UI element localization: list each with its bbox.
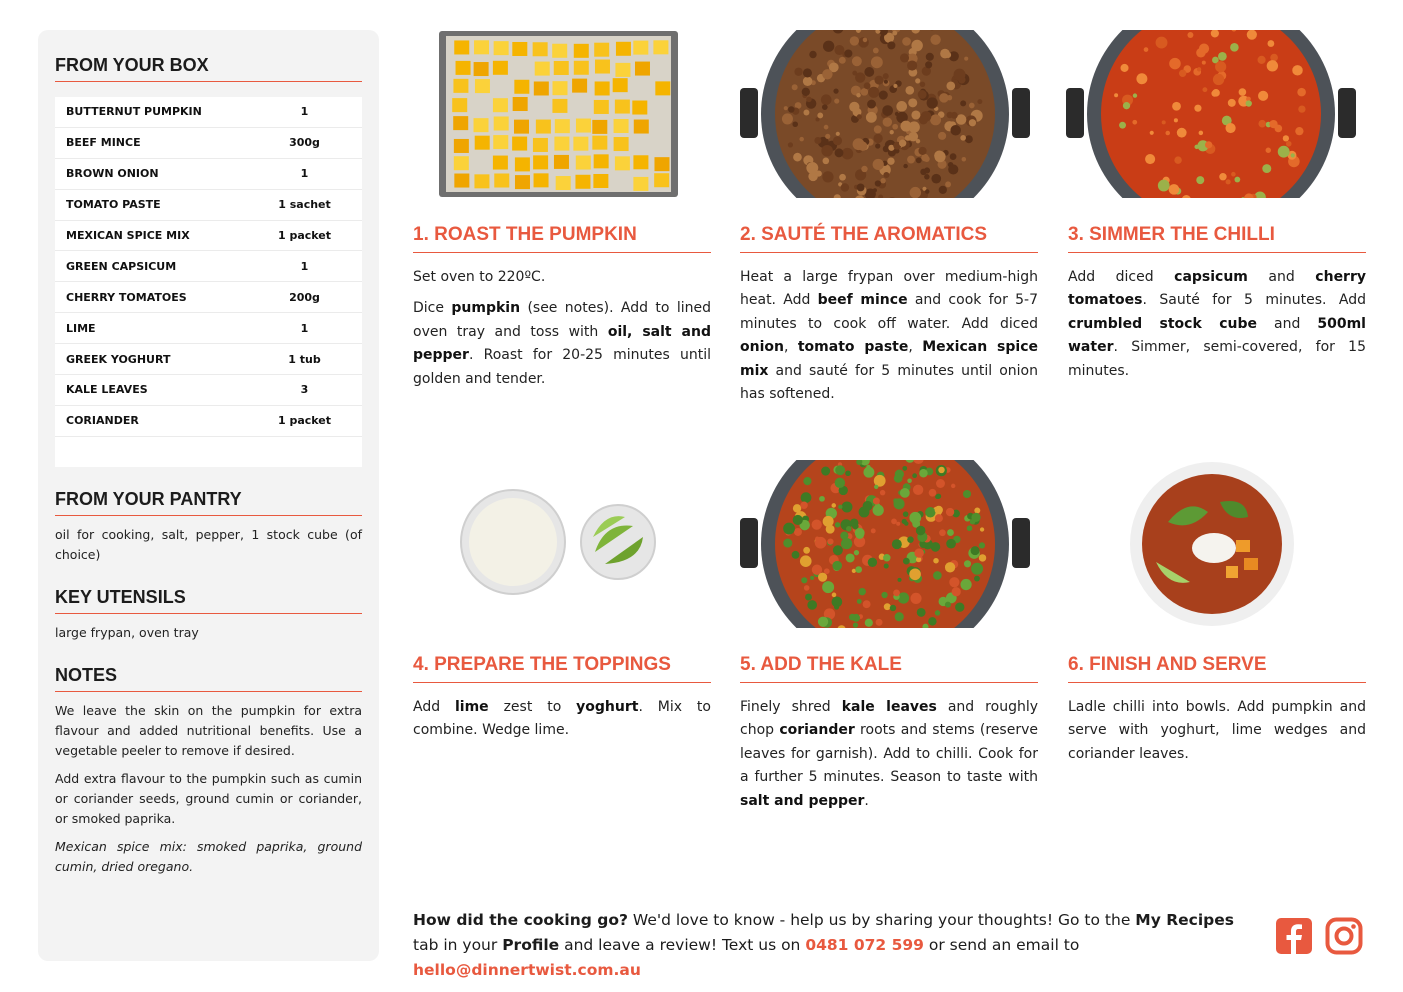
ingredient-row — [55, 375, 362, 406]
ingredient-quantity: 300g — [289, 136, 320, 150]
step-1-paragraph: Set oven to 220ºC. — [413, 269, 546, 285]
notes-paragraph: We leave the skin on the pumpkin for extra flavour and added nutritional benefits. Use a vegetable peeler to remove if desired. — [55, 702, 362, 758]
step-1 — [413, 224, 711, 391]
finished-chilli-bowl-photo — [1128, 462, 1296, 630]
ingredient-quantity: 1 sachet — [278, 198, 331, 212]
from-your-pantry-heading: FROM YOUR PANTRY — [55, 489, 362, 516]
notes-heading: NOTES — [55, 665, 362, 692]
ingredient-row — [55, 97, 362, 128]
notes-paragraph: Mexican spice mix: smoked paprika, ground cumin, dried oregano. — [55, 838, 362, 874]
step-2-paragraph: Heat a large frypan over medium-high heat. Add beef mince and cook for 5-7 minutes to cook off water. Add diced onion, tomato paste, Mexican spice mix and sauté for 5 minutes until onion has softened. — [740, 269, 1039, 403]
step-1-title: 1. ROAST THE PUMPKIN — [413, 224, 711, 253]
ingredient-row — [55, 128, 362, 159]
add-kale-photo — [740, 460, 1030, 628]
ingredient-row — [55, 344, 362, 375]
ingredient-row — [55, 221, 362, 252]
step-2-title: 2. SAUTÉ THE AROMATICS — [740, 224, 1038, 253]
ingredient-name: GREEK YOGHURT — [66, 352, 171, 366]
from-your-box-heading: FROM YOUR BOX — [55, 55, 362, 82]
step-6-title: 6. FINISH AND SERVE — [1068, 654, 1366, 683]
instagram-icon[interactable] — [1325, 917, 1363, 955]
ingredient-name: BUTTERNUT PUMPKIN — [66, 105, 202, 119]
ingredient-name: CORIANDER — [66, 414, 139, 428]
ingredient-quantity: 1 — [300, 259, 309, 273]
ingredients-table — [55, 97, 362, 467]
feedback-footer: How did the cooking go? We'd love to know - help us by sharing your thoughts! Go to the My Recipes tab in your Profile and leave a review! Text us on 0481 072 599 or send an email to hello@dinnertwist.com.au — [413, 911, 1234, 979]
simmer-chilli-photo — [1066, 30, 1356, 198]
ingredient-name: TOMATO PASTE — [66, 198, 161, 212]
ingredient-name: BEEF MINCE — [66, 136, 141, 150]
ingredient-quantity: 3 — [300, 383, 309, 397]
pantry-text: oil for cooking, salt, pepper, 1 stock cube (of choice) — [55, 526, 362, 562]
step-1-body — [413, 266, 711, 391]
ingredient-row — [55, 282, 362, 313]
roast-pumpkin-photo — [438, 30, 679, 198]
step-4-body — [413, 696, 711, 743]
step-3-title: 3. SIMMER THE CHILLI — [1068, 224, 1366, 253]
ingredient-name: LIME — [66, 321, 96, 335]
step-2-body — [740, 266, 1038, 406]
ingredients-sidebar — [38, 30, 379, 961]
notes-paragraph: Add extra flavour to the pumpkin such as cumin or coriander seeds, ground cumin or coriander, or smoked paprika. — [55, 770, 362, 826]
step-6-body — [1068, 696, 1366, 766]
step-4-paragraph: Add lime zest to yoghurt. Mix to combine. Wedge lime. — [413, 699, 711, 739]
ingredient-row — [55, 313, 362, 344]
ingredient-quantity: 1 packet — [277, 414, 332, 428]
facebook-icon[interactable] — [1275, 917, 1313, 955]
ingredient-quantity: 1 — [300, 321, 309, 335]
ingredient-name: MEXICAN SPICE MIX — [66, 229, 190, 242]
step-4 — [413, 654, 711, 743]
ingredients-table-padding — [55, 437, 362, 467]
step-4-title: 4. PREPARE THE TOPPINGS — [413, 654, 711, 683]
ingredient-row — [55, 190, 362, 221]
step-6-paragraph: Ladle chilli into bowls. Add pumpkin and serve with yoghurt, lime wedges and coriander leaves. — [1068, 699, 1366, 762]
saute-mince-photo — [740, 30, 1030, 198]
step-3-body — [1068, 266, 1366, 383]
ingredient-quantity: 1 tub — [288, 352, 321, 366]
step-5-title: 5. ADD THE KALE — [740, 654, 1038, 683]
ingredient-row — [55, 159, 362, 190]
ingredient-quantity: 1 — [300, 105, 309, 119]
ingredient-quantity: 1 packet — [277, 229, 332, 242]
ingredient-row — [55, 406, 362, 437]
yoghurt-and-lime-photo — [455, 482, 660, 607]
step-1-paragraph: Dice pumpkin (see notes). Add to lined oven tray and toss with oil, salt and pepper. Roast for 20-25 minutes until golden and tender. — [413, 300, 712, 387]
step-5 — [740, 654, 1038, 813]
utensils-text: large frypan, oven tray — [55, 624, 199, 640]
ingredient-quantity: 200g — [289, 290, 320, 304]
ingredient-name: BROWN ONION — [66, 167, 159, 181]
ingredient-name: GREEN CAPSICUM — [66, 259, 177, 273]
step-5-body — [740, 696, 1038, 813]
ingredient-name: CHERRY TOMATOES — [66, 290, 187, 304]
step-5-paragraph: Finely shred kale leaves and roughly chop coriander roots and stems (reserve leaves for garnish). Add to chilli. Cook for a further 5 minutes. Season to taste with salt and pepper. — [740, 699, 1039, 809]
ingredient-row — [55, 251, 362, 282]
ingredient-name: KALE LEAVES — [66, 383, 148, 397]
key-utensils-heading: KEY UTENSILS — [55, 587, 362, 614]
step-2 — [740, 224, 1038, 406]
ingredient-quantity: 1 — [300, 167, 309, 181]
step-3 — [1068, 224, 1366, 383]
step-6 — [1068, 654, 1366, 766]
step-3-paragraph: Add diced capsicum and cherry tomatoes. Sauté for 5 minutes. Add crumbled stock cube and 500ml water. Simmer, semi-covered, for 15 minutes. — [1068, 269, 1366, 379]
